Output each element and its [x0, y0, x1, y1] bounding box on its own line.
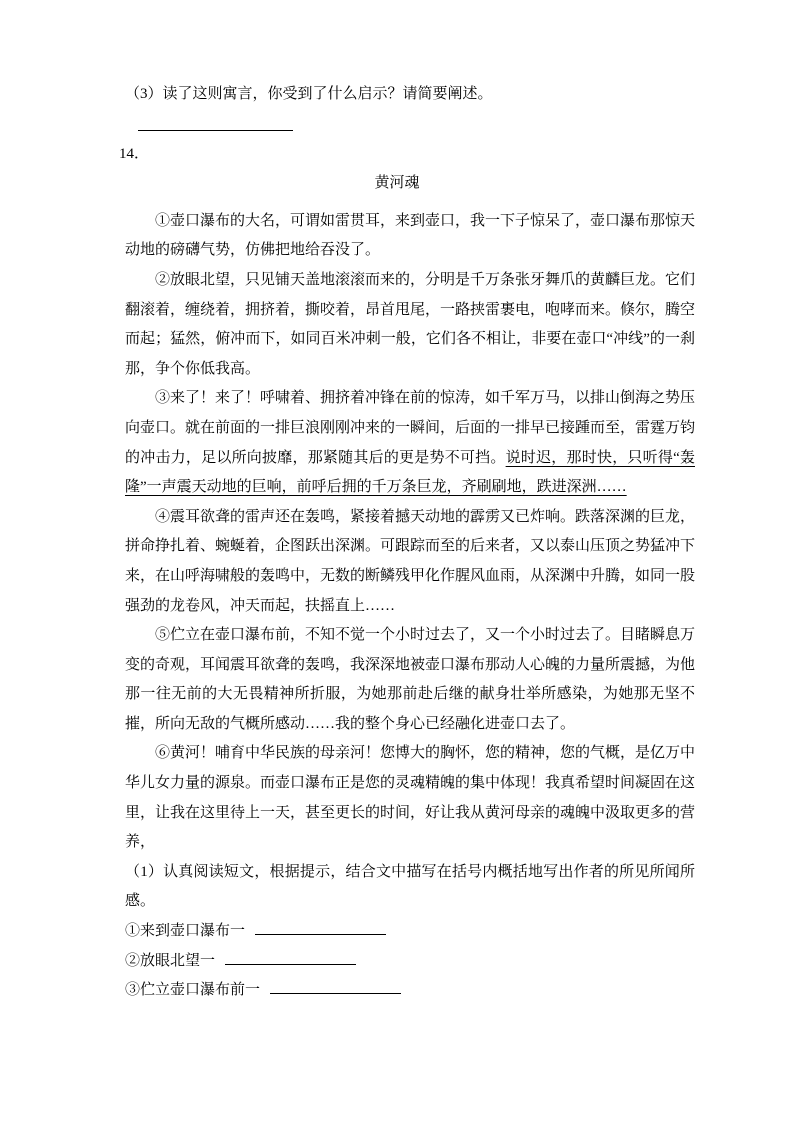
fill-item-2 — [125, 947, 695, 977]
fill-item-3 — [125, 976, 695, 1006]
answer-blank-line — [255, 920, 386, 935]
fill-item-1 — [125, 917, 695, 947]
article-paragraph-2: ②放眼北望，只见铺天盖地滚滚而来的，分明是千万条张牙舞爪的黄麟巨龙。它们翻滚着，缠绕着，拥挤着，撕咬着，昂首甩尾，一路挟雷裹电，咆哮而来。倏尔，腾空而起；猛然，俯冲而下，如同百米冲刺一般，它们各不相让，非要在壶口“冲线”的一刹那，争个你低我高。 — [125, 271, 696, 377]
answer-blank-line — [270, 979, 401, 994]
article-paragraph-6: ⑥黄河！哺育中华民族的母亲河！您博大的胸怀，您的精神，您的气概，是亿万中华儿女力量的源泉。而壶口瀑布正是您的灵魂精魄的集中体现！我真希望时间凝固在这里，让我在这里待上一天，甚至更长的时间，好让我从黄河母亲的魂魄中汲取更多的营养， — [125, 745, 696, 851]
question-3-answer-row — [125, 110, 695, 140]
article-paragraph-3 — [125, 384, 695, 502]
fill-item-2-label: ②放眼北望一 — [125, 952, 216, 969]
article-paragraph-1: ①壶口瀑布的大名，可谓如雷贯耳，来到壶口，我一下子惊呆了，壶口瀑布那惊天动地的磅礴气势，仿佛把地给吞没了。 — [125, 212, 696, 259]
question-3: （3）读了这则寓言，你受到了什么启示？请简要阐述。 — [125, 86, 493, 102]
article-paragraph-4: ④震耳欲聋的雷声还在轰鸣，紧接着撼天动地的霹雳又已炸响。跌落深渊的巨龙，拼命挣扎着、蜿蜒着，企图跃出深渊。可跟踪而至的后来者，又以泰山压顶之势猛冲下来，在山呼海啸般的轰鸣中，无数的断鳞残甲化作腥风血雨，从深渊中升腾，如同一股强劲的龙卷风，冲天而起，扶摇直上…… — [125, 508, 696, 614]
answer-blank-line — [225, 950, 356, 965]
fill-item-1-label: ①来到壶口瀑布一 — [125, 923, 246, 940]
fill-item-3-label: ③伫立壶口瀑布前一 — [125, 982, 261, 999]
article-paragraph-5: ⑤伫立在壶口瀑布前，不知不觉一个小时过去了，又一个小时过去了。目睹瞬息万变的奇观，耳闻震耳欲聋的轰鸣，我深深地被壶口瀑布那动人心魄的力量所震撼，为他那一往无前的大无畏精神所折服，为她那前赴后继的献身壮举所感染，为她那无坚不摧，所向无敌的气概所感动……我的整个身心已经融化进壶口去了。 — [125, 627, 696, 732]
answer-blank-line — [138, 110, 293, 131]
paragraph-3-underlined-sentence: 说时迟，那时快，只听得“轰隆”一声震天动地的巨响，前呼后拥的千万条巨龙，齐刷刷地，跌进深洲…… — [125, 449, 695, 496]
question-1: （1）认真阅读短文，根据提示，结合文中描写在括号内概括地写出作者的所见所闻所感。 — [125, 863, 695, 910]
article-title: 黄河魂 — [374, 175, 420, 192]
question-14-number: 14． — [119, 145, 150, 162]
paragraph-3-normal-text: ③来了！来了！呼啸着、拥挤着冲锋在前的惊涛，如千军万马，以排山倒海之势压向壶口。就在前面的一排巨浪刚刚冲来的一瞬间，后面的一排早已接踵而至，雷霆万钧的冲击力，足以所向披靡，那紧随其后的更是势不可挡。 — [125, 390, 696, 466]
